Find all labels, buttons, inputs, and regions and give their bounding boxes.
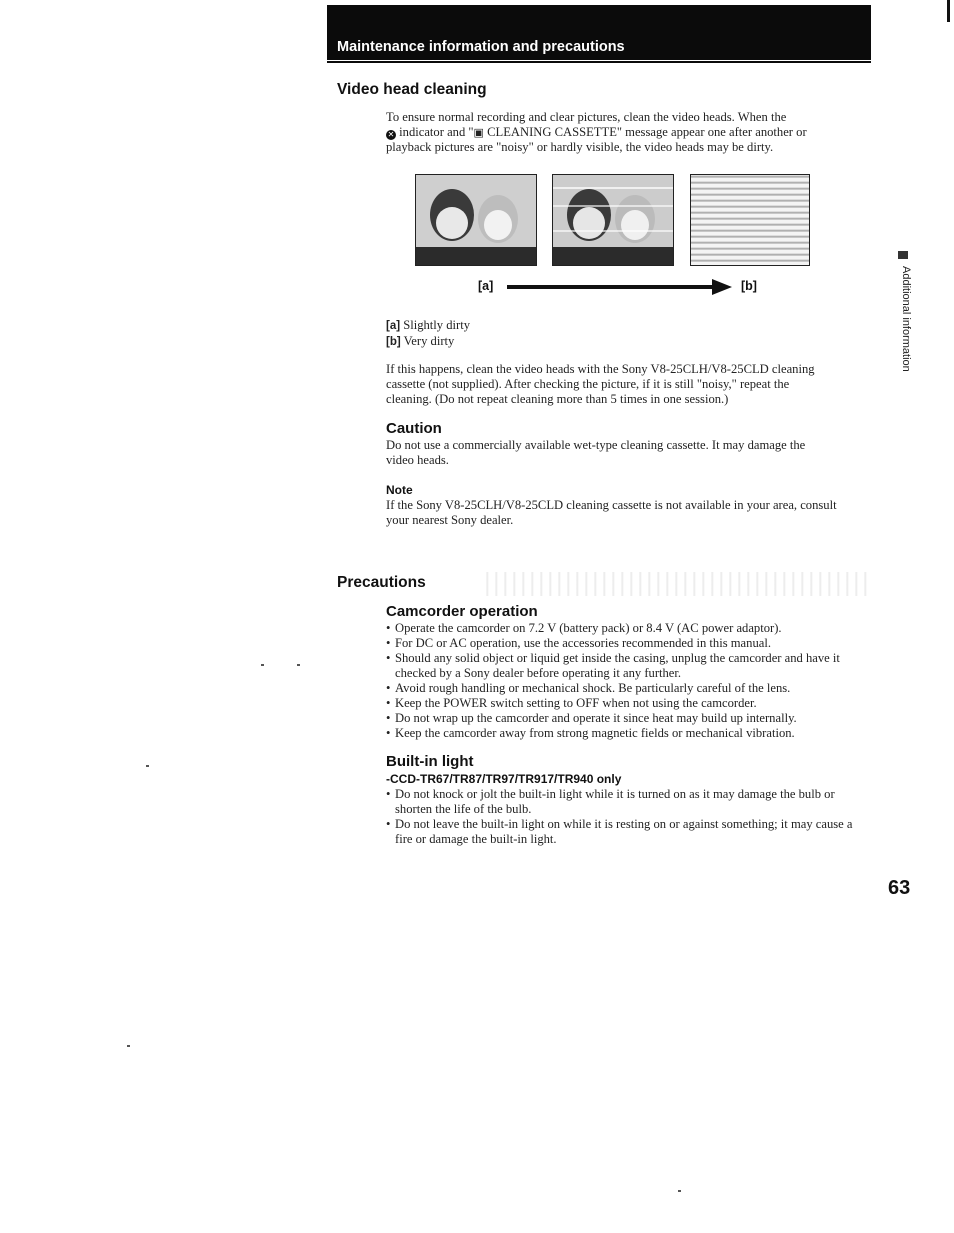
intro-line-2	[386, 125, 866, 140]
caution-heading: Caution	[386, 420, 442, 437]
list-item: • For DC or AC operation, use the accessories recommended in this manual.	[386, 636, 874, 651]
list-item: • Should any solid object or liquid get inside the casing, unplug the camcorder and have it checked by a Sony dealer before operating it any further.	[386, 651, 874, 681]
legend-a-text: Slightly dirty	[400, 318, 471, 332]
legend-b-text: Very dirty	[400, 334, 455, 348]
list-item: • Do not knock or jolt the built-in light while it is turned on as it may damage the bulb or shorten the life of the bulb.	[386, 787, 864, 817]
photo-clear	[415, 174, 537, 266]
header-rule	[327, 61, 871, 63]
list-item: • Operate the camcorder on 7.2 V (battery pack) or 8.4 V (AC power adaptor).	[386, 621, 874, 636]
caution-line: video heads.	[386, 453, 449, 467]
edge-mark	[947, 0, 950, 22]
note-heading: Note	[386, 483, 413, 497]
caution-line: Do not use a commercially available wet-type cleaning cassette. It may damage the	[386, 438, 806, 452]
video-head-heading: Video head cleaning	[337, 81, 487, 98]
scan-speck	[678, 1190, 681, 1192]
note-line: If the Sony V8-25CLH/V8-25CLD cleaning cassette is not available in your area, consult	[386, 498, 837, 512]
instruction-line: If this happens, clean the video heads with the Sony V8-25CLH/V8-25CLD cleaning	[386, 362, 815, 376]
legend-a-key: [a]	[386, 320, 401, 332]
photo-slightly-dirty	[552, 174, 674, 266]
arrow-right-icon	[712, 279, 732, 295]
legend-b	[386, 334, 686, 350]
scan-speck	[297, 664, 300, 666]
camcorder-operation-list	[386, 621, 874, 741]
camcorder-operation-heading: Camcorder operation	[386, 603, 538, 620]
section-tab-mark	[898, 251, 908, 259]
precautions-heading: Precautions	[337, 574, 426, 591]
instruction-line: cassette (not supplied). After checking the picture, if it is still "noisy," repeat the	[386, 377, 790, 391]
scan-speck	[261, 664, 264, 666]
intro-text-3: CLEANING CASSETTE" message appear one after another or	[483, 125, 807, 139]
label-a: [a]	[478, 279, 494, 293]
scan-speck	[146, 765, 149, 767]
section-header-title: Maintenance information and precautions	[337, 39, 625, 55]
photo-slightly-dirty-drawing	[553, 175, 673, 265]
note-text	[386, 498, 876, 528]
photo-clear-drawing	[416, 175, 536, 265]
scan-speck	[127, 1045, 130, 1047]
list-item: • Do not leave the built-in light on while it is resting on or against something; it may cause a fire or damage the built-in light.	[386, 817, 864, 847]
list-item: • Avoid rough handling or mechanical shock. Be particularly careful of the lens.	[386, 681, 874, 696]
legend-a	[386, 318, 686, 334]
photo-very-dirty	[690, 174, 810, 266]
section-header-bar	[327, 5, 871, 60]
note-line: your nearest Sony dealer.	[386, 513, 514, 527]
cleaning-instructions	[386, 362, 866, 407]
caution-text	[386, 438, 866, 468]
intro-line-3: playback pictures are "noisy" or hardly visible, the video heads may be dirty.	[386, 140, 774, 154]
section-side-label: Additional information	[900, 266, 912, 372]
built-in-light-models: -CCD-TR67/TR87/TR97/TR917/TR940 only	[386, 772, 622, 786]
built-in-light-list	[386, 787, 864, 847]
list-item: • Do not wrap up the camcorder and operate it since heat may build up internally.	[386, 711, 874, 726]
intro-text-2: indicator and "	[399, 125, 474, 139]
legend-b-key: [b]	[386, 336, 401, 348]
dirt-legend	[386, 318, 686, 350]
dirt-progression-arrow-line	[507, 285, 713, 289]
instruction-line: cleaning. (Do not repeat cleaning more than 5 times in one session.)	[386, 392, 729, 406]
page-number: 63	[888, 877, 911, 899]
label-b: [b]	[741, 279, 757, 293]
list-item: • Keep the camcorder away from strong magnetic fields or mechanical vibration.	[386, 726, 874, 741]
cassette-icon: ▣	[473, 126, 484, 139]
x-circle-icon: ✕	[387, 130, 395, 139]
list-item: • Keep the POWER switch setting to OFF when not using the camcorder.	[386, 696, 874, 711]
built-in-light-heading: Built-in light	[386, 753, 474, 770]
intro-line-1: To ensure normal recording and clear pictures, clean the video heads. When the	[386, 110, 787, 124]
scan-noise	[480, 572, 870, 596]
video-head-intro	[386, 110, 866, 155]
